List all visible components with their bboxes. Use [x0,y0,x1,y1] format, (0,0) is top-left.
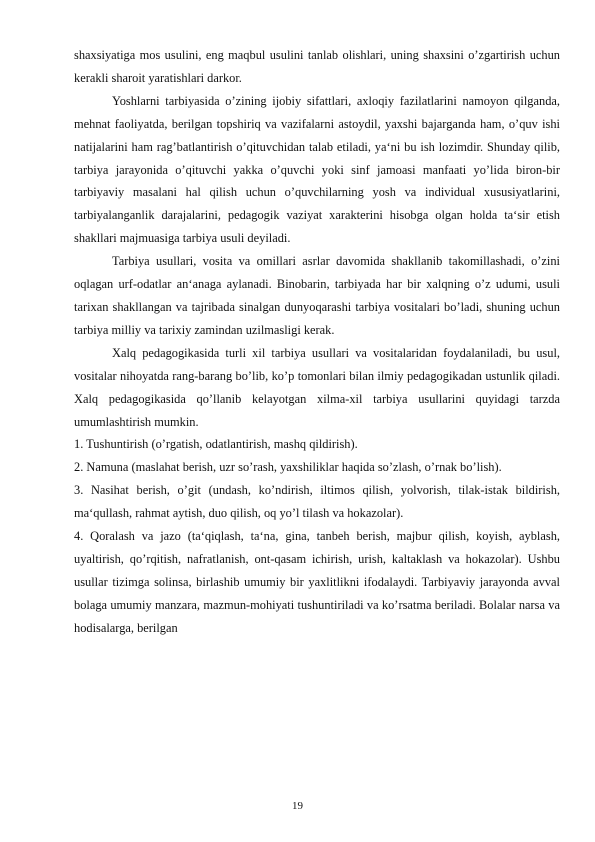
list-item: 2. Namuna (maslahat berish, uzr so’rash, yaxshiliklar haqida so’zlash, o’rnak bo’lish). [74,460,502,475]
paragraph: Xalq pedagogikasida turli xil tarbiya usullari va vositalaridan foydalaniladi, bu usul, vositalar nihoyatda rang-barang bo’lib, ko’p tomonlari bilan ilmiy pedagogikadan ustunlik qiladi. Xalq pedagogikasida qo’llanib kelayotgan xilma-xil tarbiya usullarini quyidagi tarzda umumlashtirish mumkin. [74,345,560,429]
paragraph: Yoshlarni tarbiyasida o’zining ijobiy sifattlari, axloqiy fazilatlarini namoyon qilganda, mehnat faoliyatda, berilgan topshiriq va vazifalarni astoydil, yaxshi bajarganda ham, o’quv ishi natijalarini ham rag’batlantirish o’qituvchidan talab etiladi, ya‘ni bu ish lozimdir. Shunday qilib, tarbiya jarayonida o’qituvchi yakka o’quvchi yoki sinf jamoasi manfaati yo’lida biron-bir tarbiyaviy masalani hal qilish uchun o’quvchilarning yosh va individual xususiyatlarini, tarbiyalanganlik darajalarini, pedagogik vaziyat xarakterini hisobga olgan holda ta‘sir etish shakllari majmuasiga tarbiya usuli deyiladi. [74,93,560,246]
paragraph: shaxsiyatiga mos usulini, eng maqbul usulini tanlab olishlari, uning shaxsini o’zgartirish uchun kerakli sharoit yaratishlari darkor. [74,48,560,85]
list-item: 1. Tushuntirish (o’rgatish, odatlantirish, mashq qildirish). [74,437,358,452]
list-item: 3. Nasihat berish, o’git (undash, ko’ndirish, iltimos qilish, yolvorish, tilak-istak bildirish, ma‘qullash, rahmat aytish, duo qilish, oq yo’l tilash va hokazolar). [74,483,560,521]
page-number: 19 [292,800,303,812]
page-body [74,44,560,640]
paragraph: Tarbiya usullari, vosita va omillari asrlar davomida shakllanib takomillashadi, o’zini oqlagan urf-odatlar an‘anaga aylanadi. Binobarin, tarbiyada har bir xalqning o’z udumi, usuli tarixan shakllangan va tajribada sinalgan dunyoqarashi tarbiya vositalari bo’ladi, shuning uchun tarbiya milliy va tarixiy zamindan uzilmasligi kerak. [74,254,560,337]
list-item: 4. Qoralash va jazo (ta‘qiqlash, ta‘na, gina, tanbeh berish, majbur qilish, koyish, ayblash, uyaltirish, qo’rqitish, nafratlanish, ont-qasam ichirish, urish, kaltaklash va hokazolar). Ushbu usullar tizimga solinsa, birlashib umumiy bir yaxlitlikni ifodalaydi. Tarbiyaviy jarayonda avval bolaga umumiy manzara, mazmun-mohiyati tushuntiriladi va ko’rsatma beriladi. Bolalar narsa va hodisalarga, berilgan [74,529,560,635]
